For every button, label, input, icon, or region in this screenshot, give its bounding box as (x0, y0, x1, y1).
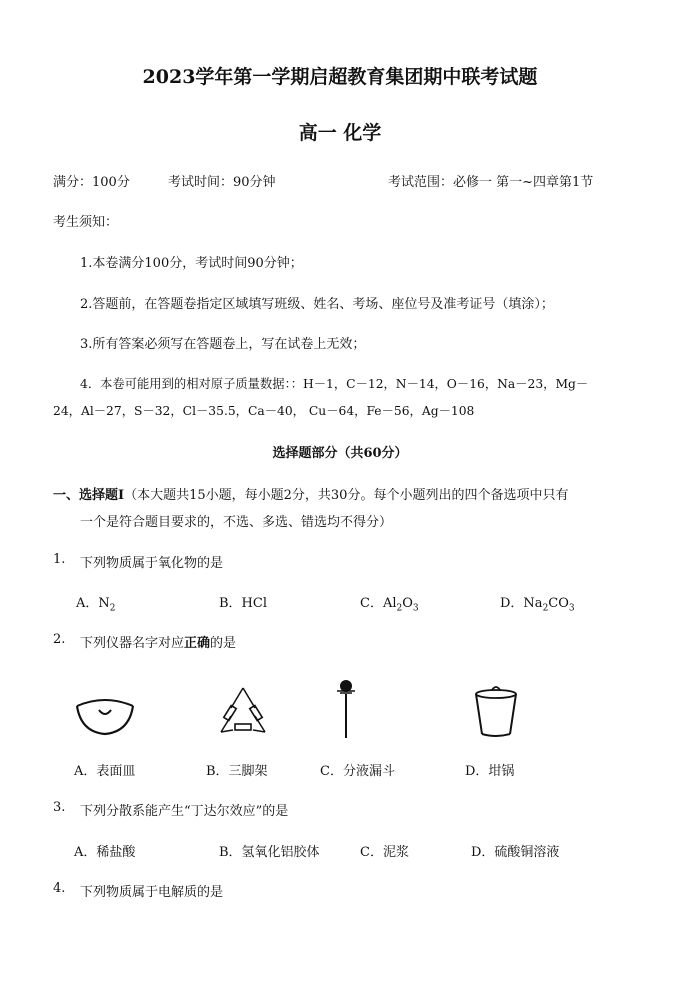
crucible-icon (470, 682, 522, 740)
q3-text: 下列分散系能产生“丁达尔效应”的是 (80, 804, 289, 819)
q2-option-b: B．三脚架 (206, 764, 268, 779)
q1-option-b: B．HCl (219, 596, 267, 611)
section-title: 选择题部分（共60分） (272, 446, 408, 461)
notice-item-4-line-2: 24，Al－27，S－32，Cl－35.5，Ca－40， Cu－64，Fe－56，Ag－108 (53, 404, 475, 418)
notice-item-4-line-1: 4．本卷可能用到的相对原子质量数据：：H－1，C－12，N－14，O－16，Na－23，Mg－ (80, 377, 589, 391)
q2-number: 2. (53, 632, 66, 647)
dropping-pipette-icon (334, 676, 358, 740)
exam-scope: 考试范围：必修一 第一~四章第1节 (388, 175, 594, 190)
part-description-line-2: 一个是符合题目要求的，不选、多选、错选均不得分） (80, 515, 393, 530)
q2-option-a: A．表面皿 (74, 764, 136, 779)
q4-number: 4. (53, 881, 66, 896)
clay-triangle-icon (219, 686, 267, 736)
q3-option-a: A．稀盐酸 (74, 845, 136, 860)
full-score: 满分：100分 (53, 175, 130, 190)
notice-item-3: 3.所有答案必须写在答题卷上，写在试卷上无效； (80, 337, 366, 352)
evaporating-dish-icon (73, 690, 137, 738)
q3-option-b: B．氢氧化铝胶体 (219, 845, 320, 860)
q1-option-c: C．$Al_2O_3$ (360, 596, 419, 614)
notice-item-1: 1.本卷满分100分，考试时间90分钟； (80, 256, 303, 271)
exam-subtitle: 高一 化学 (298, 122, 382, 144)
q3-number: 3. (53, 800, 66, 815)
q4-text: 下列物质属于电解质的是 (80, 885, 224, 900)
q3-option-c: C．泥浆 (360, 845, 409, 860)
q3-option-d: D．硫酸铜溶液 (471, 845, 560, 860)
exam-time: 考试时间：90分钟 (168, 175, 276, 190)
notice-item-2: 2.答题前，在答题卷指定区域填写班级、姓名、考场、座位号及准考证号（填涂）； (80, 297, 554, 312)
part-heading (53, 484, 568, 503)
q2-option-d: D．坩锅 (465, 764, 515, 779)
notice-heading: 考生须知： (53, 215, 119, 230)
q1-option-d: D．$Na_2CO_3$ (500, 596, 575, 614)
q1-text: 下列物质属于氧化物的是 (80, 556, 224, 571)
q2-option-c: C．分液漏斗 (320, 764, 395, 779)
q2-text: 下列仪器名字对应正确的是 (80, 636, 237, 651)
q1-option-a: A．$N_2$ (76, 596, 116, 614)
exam-title: 2023学年第一学期启超教育集团期中联考试题 (142, 66, 538, 88)
part-label: 一、选择题Ⅰ (53, 488, 125, 503)
q1-number: 1. (53, 552, 66, 567)
part-description: （本大题共15小题，每小题2分，共30分。每个小题列出的四个备选项中只有 (124, 488, 569, 503)
